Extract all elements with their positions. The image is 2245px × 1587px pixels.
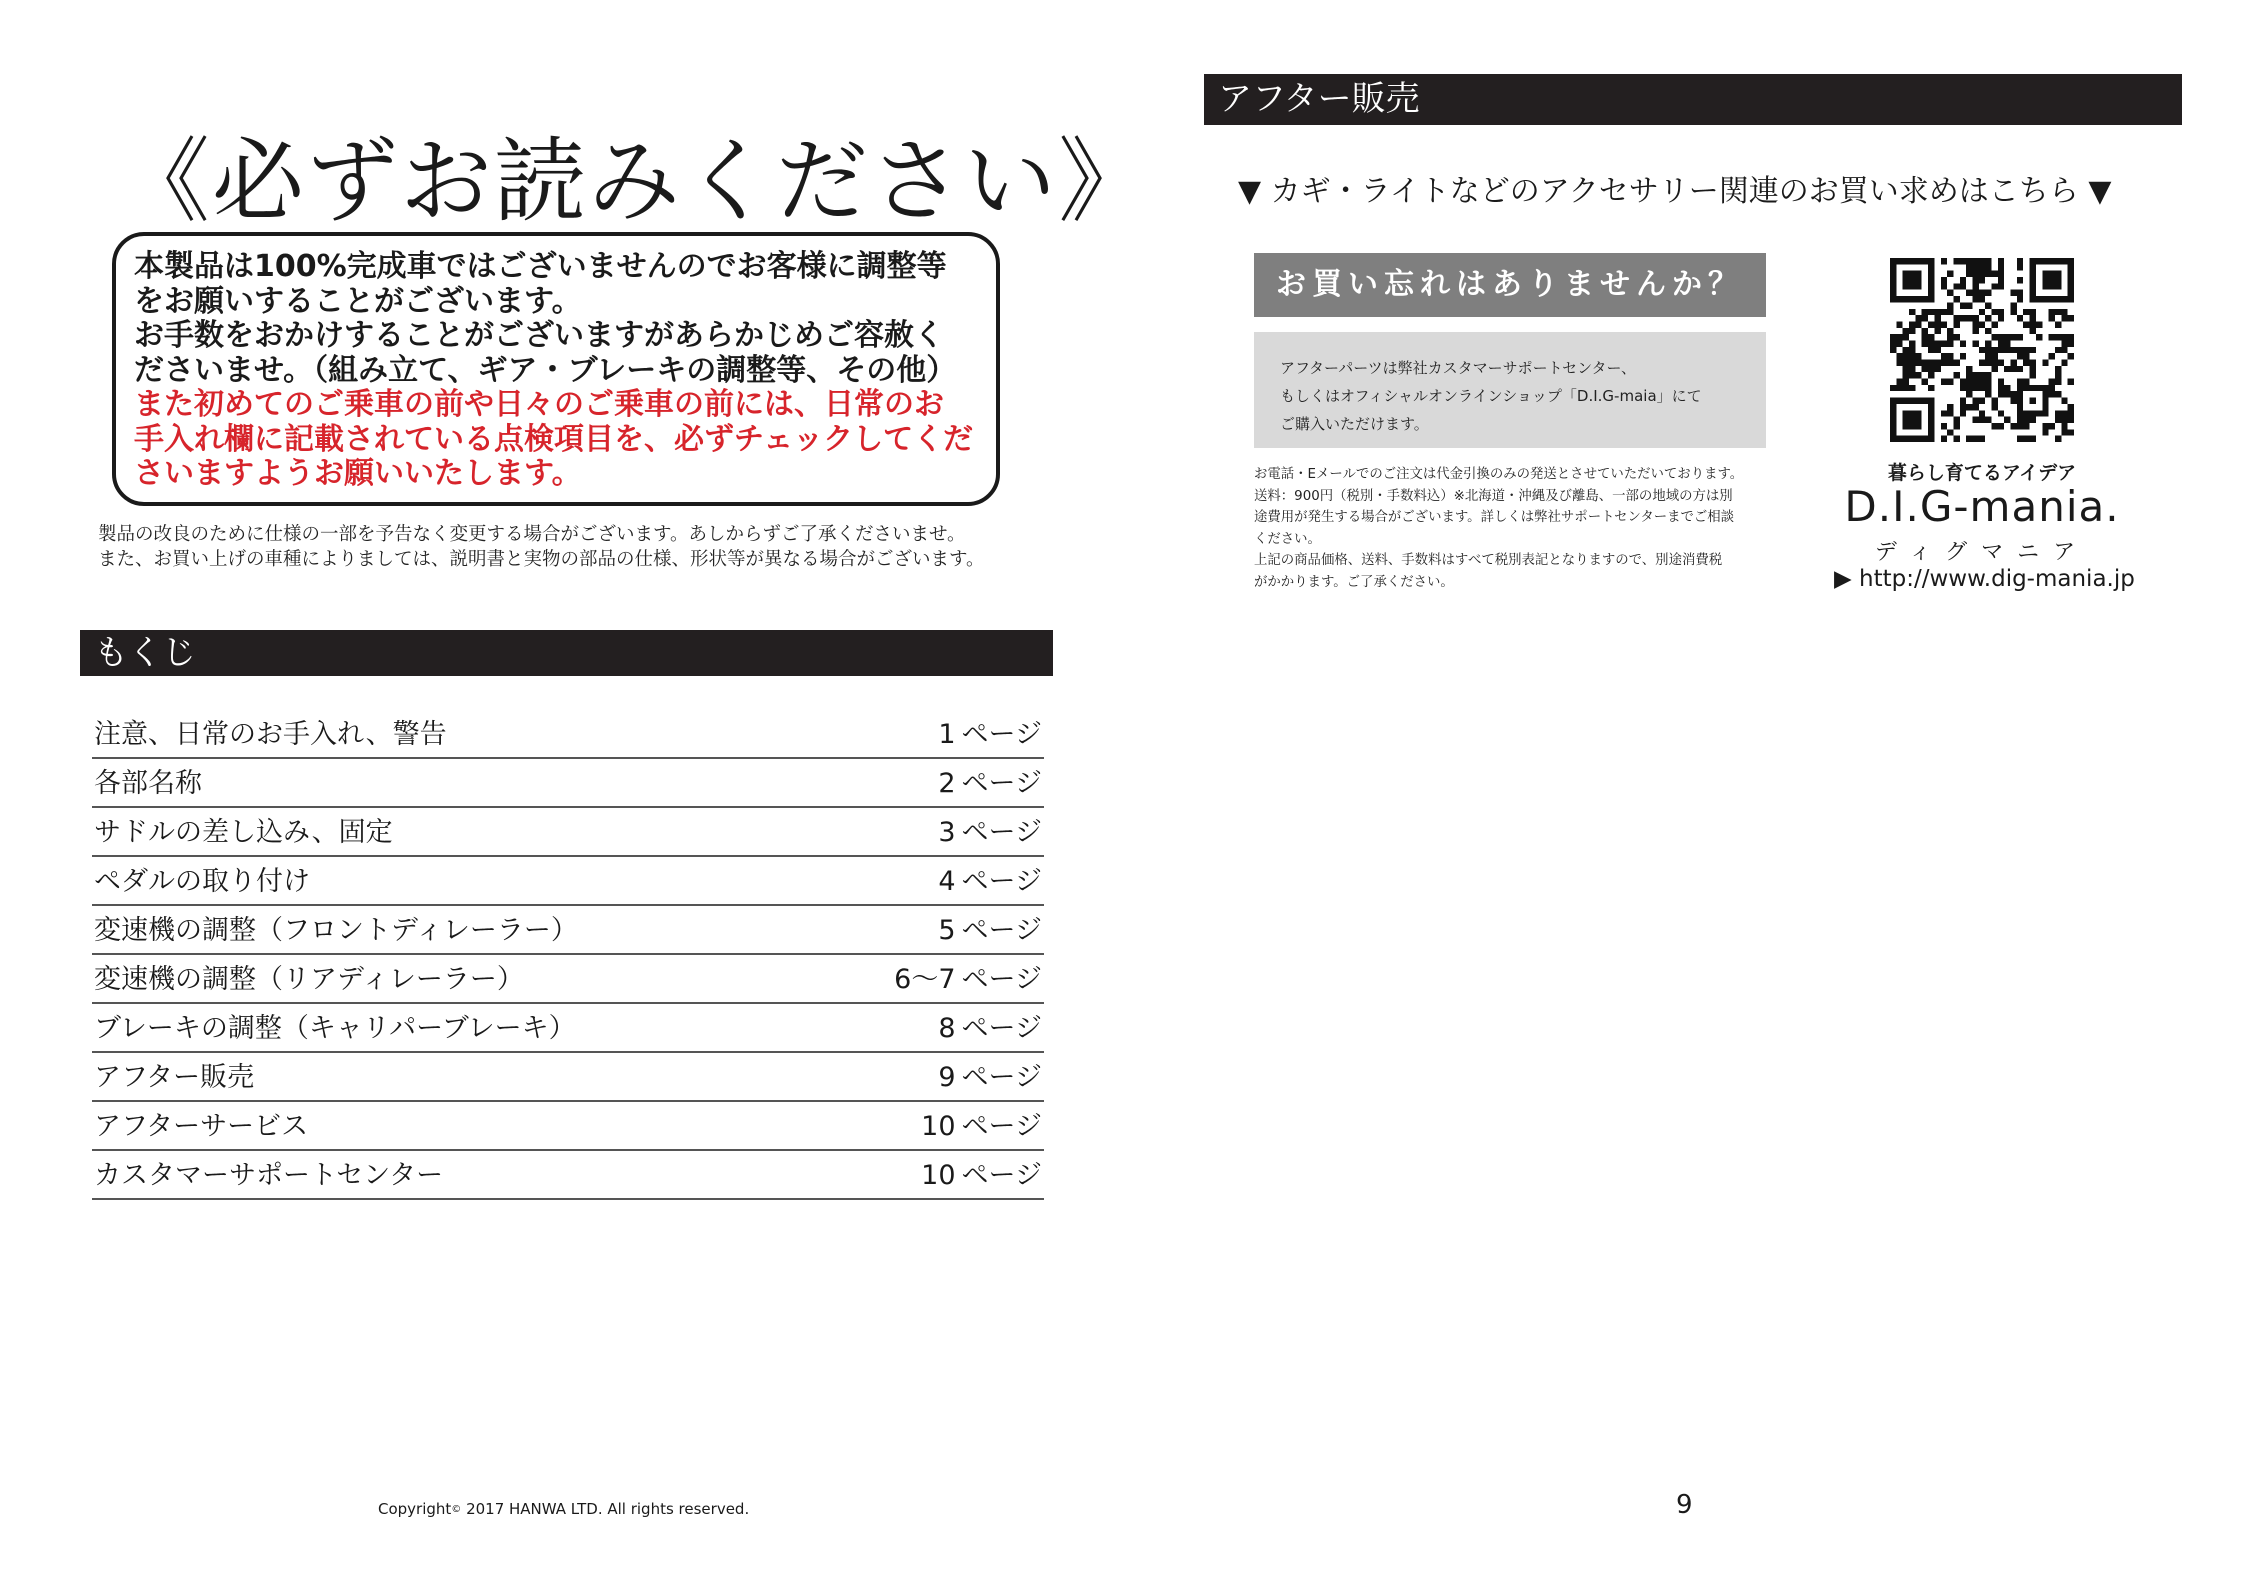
toc-row-page-number: 6～7 (894, 964, 956, 995)
qr-code-icon[interactable] (1890, 258, 2074, 442)
toc-row-label: 変速機の調整（フロントディレーラー） (94, 915, 578, 946)
notice-warning-line: また初めてのご乗車の前や日々のご乗車の前には、日常のお (134, 387, 944, 422)
copyright-notice (378, 1500, 749, 1518)
toc-row (92, 1153, 1044, 1200)
toc-row-label: カスタマーサポートセンター (94, 1160, 444, 1191)
disclaimer-text (98, 522, 1038, 572)
order-note-line: ください。 (1254, 531, 1321, 547)
notice-warning-line: さいますようお願いいたします。 (134, 456, 582, 491)
toc-row-page-number: 3 (938, 817, 956, 848)
toc-row (92, 761, 1044, 808)
toc-row-page-suffix: ページ (961, 964, 1042, 995)
order-note-line: 送料：900円（税別・手数料込）※北海道・沖縄及び離島、一部の地域の方は別 (1254, 488, 1733, 504)
brand-logo: D.I.G-mania. (1844, 482, 2120, 531)
disclaimer-line: また、お買い上げの車種によりましては、説明書と実物の部品の仕様、形状等が異なる場合がございます。 (98, 549, 985, 570)
forget-anything-banner: お買い忘れはありませんか？ (1254, 253, 1766, 317)
toc-row-label: 各部名称 (94, 768, 202, 799)
copyright-symbol: © (451, 1504, 462, 1515)
toc-row-page-number: 1 (938, 719, 956, 750)
important-notice-box (112, 232, 1000, 506)
toc-row-label: 変速機の調整（リアディレーラー） (94, 964, 524, 995)
toc-row-page-number: 10 (921, 1111, 956, 1142)
parts-info-line: アフターパーツは弊社カスタマーサポートセンター、 (1280, 359, 1636, 377)
toc-row (92, 1055, 1044, 1102)
toc-row-page-suffix: ページ (961, 1111, 1042, 1142)
toc-row-page-suffix: ページ (961, 817, 1042, 848)
order-note-line: 上記の商品価格、送料、手数料はすべて税別表記となりますので、別途消費税 (1254, 553, 1723, 568)
toc-row-label: アフター販売 (94, 1062, 255, 1093)
toc-row-page (938, 1006, 1044, 1045)
toc-row-page (938, 712, 1044, 751)
toc-row-label: ペダルの取り付け (94, 866, 310, 897)
toc-row-page (938, 810, 1044, 849)
brand-url-link[interactable]: ▶ http://www.dig-mania.jp (1834, 566, 2135, 592)
toc-row-page-number: 2 (938, 768, 956, 799)
page-title: 《必ずお読みください》 (118, 128, 1153, 235)
toc-row-label: アフターサービス (94, 1111, 309, 1142)
toc-row-page-suffix: ページ (961, 719, 1042, 750)
after-sales-heading: アフター販売 (1204, 74, 2182, 125)
toc-row-page-suffix: ページ (961, 1160, 1042, 1191)
toc-row-page (938, 1055, 1044, 1094)
toc-row-page (921, 1104, 1044, 1143)
notice-line: をお願いすることがございます。 (134, 283, 582, 319)
toc-row-page-suffix: ページ (961, 866, 1042, 897)
toc-row-page-suffix: ページ (961, 1013, 1042, 1044)
notice-line: ださいませ。（組み立て、ギア・ブレーキの調整等、その他） (134, 352, 957, 388)
toc-row-page-suffix: ページ (961, 768, 1042, 799)
brand-kana: ディグマニア (1874, 540, 2090, 565)
toc-row-page (938, 859, 1044, 898)
toc-row-page-number: 9 (938, 1062, 956, 1093)
order-note-line: 途費用が発生する場合がございます。詳しくは弊社サポートセンターまでご相談 (1254, 510, 1735, 525)
toc-row-page-suffix: ページ (961, 915, 1042, 946)
order-notes (1254, 464, 1784, 593)
toc-row (92, 1104, 1044, 1151)
toc-row-label: サドルの差し込み、固定 (94, 817, 393, 848)
toc-row-page (921, 1153, 1044, 1192)
toc-row-page-suffix: ページ (961, 1062, 1042, 1093)
notice-line: お手数をおかけすることがございますがあらかじめご容赦く (134, 318, 944, 353)
toc-row (92, 810, 1044, 857)
parts-info-line: もしくはオフィシャルオンラインショップ「D.I.G-maia」にて (1280, 387, 1702, 405)
toc-row-label: 注意、日常のお手入れ、警告 (94, 719, 447, 750)
toc-row (92, 957, 1044, 1004)
toc-row (92, 1006, 1044, 1053)
toc-row-page-number: 4 (938, 866, 956, 897)
toc-row-page (938, 761, 1044, 800)
parts-info-line: ご購入いただけます。 (1280, 415, 1429, 433)
copyright-prefix: Copyright (378, 1500, 452, 1518)
notice-warning-line: 手入れ欄に記載されている点検項目を、必ずチェックしてくだ (134, 421, 974, 457)
notice-line: 本製品は100%完成車ではございませんのでお客様に調整等 (134, 249, 947, 284)
accessory-purchase-line: ▼ カギ・ライトなどのアクセサリー関連のお買い求めはこちら ▼ (1238, 174, 2112, 209)
toc-row-page-number: 5 (938, 915, 956, 946)
after-parts-info-box (1254, 332, 1766, 448)
order-note-line: お電話・Eメールでのご注文は代金引換のみの発送とさせていただいております。 (1254, 467, 1744, 482)
toc-row-page-number: 8 (938, 1013, 956, 1044)
toc-row (92, 859, 1044, 906)
toc-row (92, 908, 1044, 955)
page-number: 9 (1676, 1490, 1693, 1520)
toc-row-page (938, 908, 1044, 947)
toc-row-page-number: 10 (921, 1160, 956, 1191)
table-of-contents (92, 712, 1044, 1202)
disclaimer-line: 製品の改良のために仕様の一部を予告なく変更する場合がございます。あしからずご了承くださいませ。 (98, 524, 966, 545)
toc-row-page (894, 957, 1044, 996)
toc-heading: もくじ (80, 630, 1053, 676)
toc-row (92, 712, 1044, 759)
toc-row-label: ブレーキの調整（キャリパーブレーキ） (94, 1013, 576, 1044)
copyright-text: 2017 HANWA LTD. All rights reserved. (461, 1500, 750, 1518)
brand-tagline: 暮らし育てるアイデア (1887, 462, 2077, 484)
order-note-line: がかかります。ご了承ください。 (1254, 574, 1454, 590)
